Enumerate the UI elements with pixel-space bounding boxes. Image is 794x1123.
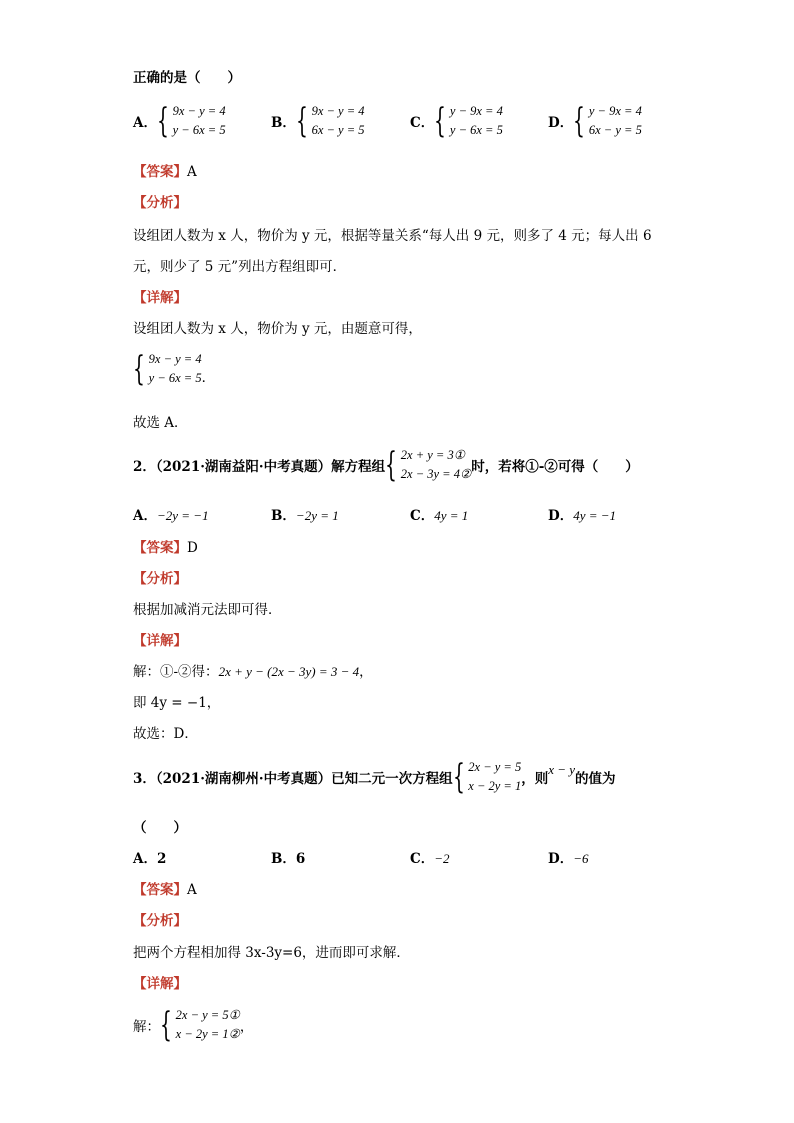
q2-analysis-line1: 根据加减消元法即可得． — [133, 602, 282, 618]
option-label: A． — [133, 851, 157, 867]
q2-detail-line1 — [133, 660, 373, 680]
equation: y − 6x = 5 — [148, 371, 202, 385]
q3-stem-suffix: 的值为 — [575, 771, 616, 787]
q1-option-b[interactable] — [271, 102, 365, 140]
brace-icon: { — [133, 349, 145, 389]
brace-icon: { — [452, 757, 465, 797]
q2-stem — [133, 446, 639, 484]
q3-analysis-line1: 把两个方程相加得 3x-3y=6，进而即可求解． — [133, 945, 410, 961]
q3-stem-expr: x − y — [548, 762, 576, 777]
q3-stem-paren: （ ） — [133, 820, 187, 836]
q2-answer — [133, 536, 198, 556]
q1-detail-line1: 设组团人数为 x 人，物价为 y 元，由题意可得， — [133, 321, 422, 337]
q1-stem-tail: 正确的是（ ） — [133, 70, 241, 86]
q3-analysis-tag: 【分析】 — [133, 913, 187, 929]
option-label: D． — [548, 115, 574, 131]
brace-icon: { — [160, 1005, 172, 1045]
q1-option-d[interactable] — [548, 102, 642, 140]
q3-option-b[interactable] — [271, 847, 305, 867]
brace-icon: { — [434, 101, 447, 141]
option-label: B． — [271, 115, 296, 131]
option-expr: −2y = 1 — [295, 508, 339, 523]
q3-answer — [133, 878, 197, 898]
equation: x − 2y = 1② — [175, 1027, 240, 1041]
option-expr: 4y = 1 — [434, 508, 469, 523]
q2-stem-suffix: 时，若将①-②可得（ ） — [471, 459, 639, 475]
q2-detail-line2: 即 4y = −1， — [133, 695, 221, 711]
q2-option-b[interactable] — [271, 504, 339, 524]
equation: y − 6x = 5 — [449, 123, 503, 137]
equation: y − 9x = 4 — [588, 104, 642, 118]
answer-tag: 【答案】 — [133, 540, 187, 556]
option-label: D． — [548, 851, 574, 867]
equation: 2x − y = 5① — [175, 1008, 240, 1022]
brace-icon: { — [156, 101, 169, 141]
q1-option-c[interactable] — [410, 102, 503, 140]
option-label: A． — [133, 508, 157, 524]
equation: 9x − y = 4 — [172, 104, 226, 118]
q1-option-a[interactable] — [133, 102, 226, 140]
answer-value: A — [187, 882, 197, 898]
q2-conclusion: 故选：D． — [133, 726, 198, 742]
equation: 2x − y = 5 — [468, 760, 522, 774]
answer-tag: 【答案】 — [133, 882, 187, 898]
option-expr: 4y = −1 — [573, 508, 617, 523]
equation: 9x − y = 4 — [311, 104, 365, 118]
option-value: 6 — [295, 851, 306, 867]
answer-value: A — [187, 164, 197, 180]
q2-option-c[interactable] — [410, 504, 468, 524]
option-label: D． — [548, 508, 574, 524]
q3-stem-mid: ，则 — [521, 771, 549, 787]
answer-value: D — [187, 540, 198, 556]
q2-option-a[interactable] — [133, 504, 209, 524]
option-label: C． — [410, 851, 435, 867]
q3-option-a[interactable] — [133, 847, 166, 867]
q3-option-c[interactable] — [410, 847, 450, 867]
option-value: −2 — [434, 851, 450, 866]
equation: 2x − 3y = 4② — [400, 467, 472, 481]
q1-answer — [133, 160, 197, 180]
equation: x − 2y = 1 — [468, 779, 522, 793]
q1-detail-system — [133, 350, 215, 388]
option-value: −6 — [573, 851, 589, 866]
equation: 9x − y = 4 — [148, 352, 202, 366]
option-value: 2 — [156, 851, 167, 867]
q2-option-d[interactable] — [548, 504, 616, 524]
q3-stem — [133, 758, 616, 796]
q3-stem-prefix: 3．（2021·湖南柳州·中考真题）已知二元一次方程组 — [133, 771, 453, 787]
punctuation: ． — [201, 370, 216, 386]
option-label: A． — [133, 115, 157, 131]
q1-analysis-tag: 【分析】 — [133, 195, 187, 211]
punctuation: ， — [239, 1019, 254, 1035]
equation: y − 6x = 5 — [172, 123, 226, 137]
brace-icon: { — [385, 445, 398, 485]
detail-prefix: 解：①-②得： — [133, 664, 219, 680]
q1-detail-tag: 【详解】 — [133, 290, 187, 306]
q1-analysis-line2: 元，则少了 5 元”列出方程组即可． — [133, 259, 347, 275]
option-label: C． — [410, 115, 435, 131]
detail-prefix: 解： — [133, 1019, 160, 1035]
q3-option-d[interactable] — [548, 847, 589, 867]
equation: y − 9x = 4 — [449, 104, 503, 118]
option-label: C． — [410, 508, 435, 524]
q3-detail-system — [133, 1006, 253, 1044]
punctuation: ， — [359, 664, 373, 680]
equation: 2x + y = 3① — [400, 448, 465, 462]
option-expr: −2y = −1 — [156, 508, 209, 523]
option-label: B． — [271, 508, 296, 524]
q3-detail-tag: 【详解】 — [133, 976, 187, 992]
equation: 6x − y = 5 — [588, 123, 642, 137]
q1-conclusion: 故选 A． — [133, 415, 188, 431]
q2-analysis-tag: 【分析】 — [133, 571, 187, 587]
q2-detail-tag: 【详解】 — [133, 633, 187, 649]
detail-expr: 2x + y − (2x − 3y) = 3 − 4 — [218, 664, 360, 679]
q1-analysis-line1: 设组团人数为 x 人，物价为 y 元，根据等量关系“每人出 9 元，则多了 4 元；每人出 6 — [133, 228, 652, 244]
q2-stem-prefix: 2．（2021·湖南益阳·中考真题）解方程组 — [133, 459, 386, 475]
answer-tag: 【答案】 — [133, 164, 187, 180]
brace-icon: { — [573, 101, 586, 141]
brace-icon: { — [295, 101, 308, 141]
option-label: B． — [271, 851, 296, 867]
equation: 6x − y = 5 — [311, 123, 365, 137]
